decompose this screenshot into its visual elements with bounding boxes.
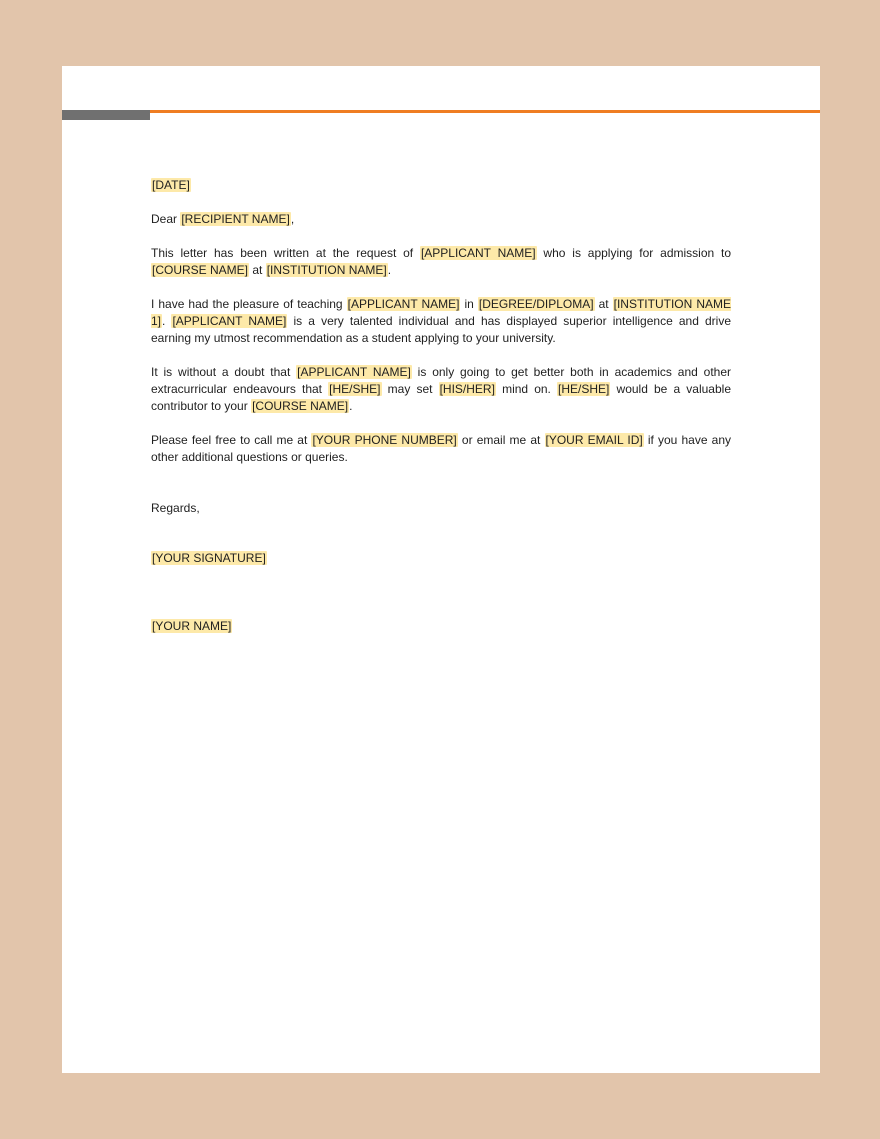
paragraph-teaching (151, 296, 731, 347)
salutation-prefix: Dear (151, 212, 181, 226)
he-she-placeholder[interactable]: [HE/SHE] (558, 382, 610, 396)
text-run: is only going to get better both in academics and other extracurricular endeavours that (151, 365, 732, 396)
applicant-name-placeholder[interactable]: [APPLICANT NAME] (172, 314, 287, 328)
text-run: or email me at (457, 433, 545, 447)
his-her-placeholder[interactable]: [HIS/HER] (439, 382, 495, 396)
text-run: is a very talented individual and has displayed superior intelligence and drive earning my utmost recommendation as a student applying to your university. (151, 314, 732, 345)
text-run: Please feel free to call me at (151, 433, 312, 447)
date-placeholder[interactable]: [DATE] (152, 178, 190, 192)
letter-body (151, 177, 731, 635)
course-name-placeholder[interactable]: [COURSE NAME] (152, 263, 249, 277)
text-run: I have had the pleasure of teaching (151, 297, 347, 311)
text-run: if you have any other additional questions or queries. (151, 433, 731, 464)
applicant-name-placeholder[interactable]: [APPLICANT NAME] (420, 246, 536, 260)
salutation (151, 211, 731, 228)
text-run: mind on. (495, 382, 558, 396)
applicant-name-placeholder[interactable]: [APPLICANT NAME] (297, 365, 411, 379)
signature-line (151, 550, 731, 567)
text-run: at (249, 263, 266, 277)
text-run: who is applying for admission to (536, 246, 732, 260)
paragraph-endorsement (151, 364, 731, 415)
course-name-placeholder[interactable]: [COURSE NAME] (252, 399, 349, 413)
text-run: at (594, 297, 613, 311)
text-run: in (460, 297, 478, 311)
he-she-placeholder[interactable]: [HE/SHE] (329, 382, 381, 396)
document-page (62, 66, 820, 1073)
text-run: . (387, 263, 392, 277)
degree-placeholder[interactable]: [DEGREE/DIPLOMA] (478, 297, 594, 311)
phone-number-placeholder[interactable]: [YOUR PHONE NUMBER] (312, 433, 457, 447)
text-run: . (349, 399, 353, 413)
your-name-placeholder[interactable]: [YOUR NAME] (152, 619, 232, 633)
text-run: It is without a doubt that (151, 365, 297, 379)
name-line (151, 618, 731, 635)
date-line (151, 177, 731, 194)
institution-name-placeholder[interactable]: [INSTITUTION NAME] (266, 263, 387, 277)
email-id-placeholder[interactable]: [YOUR EMAIL ID] (545, 433, 643, 447)
paragraph-contact (151, 432, 731, 466)
recipient-name-placeholder[interactable]: [RECIPIENT NAME] (181, 212, 290, 226)
paragraph-request (151, 245, 731, 279)
text-run: would be a valuable contributor to your (151, 382, 731, 413)
header-rule-gray-block (62, 110, 150, 120)
applicant-name-placeholder[interactable]: [APPLICANT NAME] (347, 297, 460, 311)
closing-line: Regards, (151, 501, 200, 515)
header-rule-orange-line (150, 110, 820, 113)
text-run: may set (381, 382, 439, 396)
text-run: This letter has been written at the request of (151, 246, 420, 260)
institution-name-1-placeholder[interactable]: [INSTITUTION NAME 1] (151, 297, 731, 328)
header-rule (62, 110, 820, 122)
salutation-suffix: , (290, 212, 295, 226)
signature-placeholder[interactable]: [YOUR SIGNATURE] (152, 551, 266, 565)
text-run: . (162, 314, 172, 328)
